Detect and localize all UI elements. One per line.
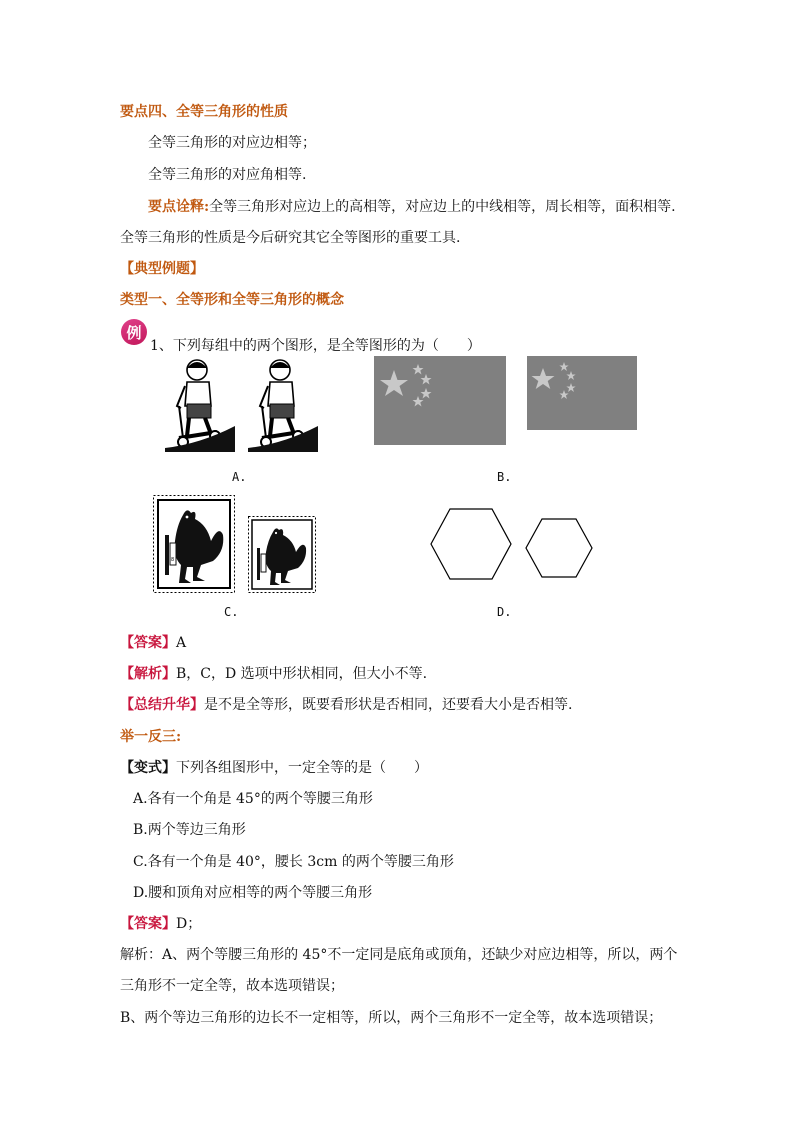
analysis-line <box>120 664 427 684</box>
option-c: C.各有一个角是 40°，腰长 3cm 的两个等腰三角形 <box>133 854 454 870</box>
flag-small <box>527 356 637 430</box>
practice-answer-label: 【答案】 <box>120 916 176 932</box>
option-b: B.两个等边三角形 <box>133 822 246 838</box>
note-text: 全等三角形对应边上的高相等，对应边上的中线相等，周长相等，面积相等. <box>209 199 676 215</box>
caption-a: A. <box>232 470 247 484</box>
property-sides: 全等三角形的对应边相等； <box>148 135 316 151</box>
variant-label: 【变式】 <box>120 760 176 776</box>
scooter-kid-image-2 <box>248 356 318 452</box>
practice-analysis-3: B、两个等边三角形的边长不一定相等，所以，两个三角形不一定全等，故本选项错误； <box>120 1010 663 1026</box>
caption-c: C. <box>224 605 239 619</box>
summary-text: 是不是全等形，既要看形状是否相同，还要看大小是否相等. <box>204 697 573 713</box>
hexagon-large <box>430 508 512 580</box>
example-badge: 例 <box>121 319 147 345</box>
practice-answer-value: D； <box>176 916 202 932</box>
practice-answer-line <box>120 914 201 934</box>
caption-d: D. <box>497 605 512 619</box>
analysis-text: B，C，D 选项中形状相同，但大小不等. <box>176 666 428 682</box>
note-line <box>148 197 676 217</box>
practice-analysis-2: 三角形不一定全等，故本选项错误； <box>120 978 344 994</box>
type-heading: 类型一、全等形和全等三角形的概念 <box>120 292 344 308</box>
summary-label: 【总结升华】 <box>120 697 204 713</box>
summary-line <box>120 695 572 715</box>
option-a: A.各有一个角是 45°的两个等腰三角形 <box>133 791 373 807</box>
option-d: D.腰和顶角对应相等的两个等腰三角形 <box>133 885 373 901</box>
practice-heading: 举一反三: <box>120 729 182 745</box>
property-angles: 全等三角形的对应角相等. <box>148 167 307 183</box>
rooster-stamp-large <box>153 495 235 593</box>
section-heading: 要点四、全等三角形的性质 <box>120 104 288 120</box>
variant-question: 下列各组图形中，一定全等的是（ ） <box>176 760 428 776</box>
variant-line <box>120 758 428 778</box>
rooster-stamp-small <box>248 516 316 593</box>
analysis-label: 【解析】 <box>120 666 176 682</box>
flag-large <box>374 356 506 445</box>
answer-label: 【答案】 <box>120 635 176 651</box>
example-question: 1、下列每组中的两个图形，是全等图形的为（ ） <box>150 338 481 354</box>
practice-analysis-1: 解析：A、两个等腰三角形的 45°不一定同是底角或顶角，还缺少对应边相等，所以，两个 <box>120 947 678 963</box>
answer-value: A <box>176 635 187 651</box>
scooter-kid-image-1 <box>165 356 235 452</box>
note-label: 要点诠释: <box>148 199 210 215</box>
stamp-value-large: 8 <box>171 557 175 563</box>
answer-line <box>120 633 186 653</box>
hexagon-small <box>525 518 593 578</box>
examples-header: 【典型例题】 <box>120 261 204 277</box>
note-continuation: 全等三角形的性质是今后研究其它全等图形的重要工具. <box>120 230 461 246</box>
caption-b: B. <box>497 470 512 484</box>
